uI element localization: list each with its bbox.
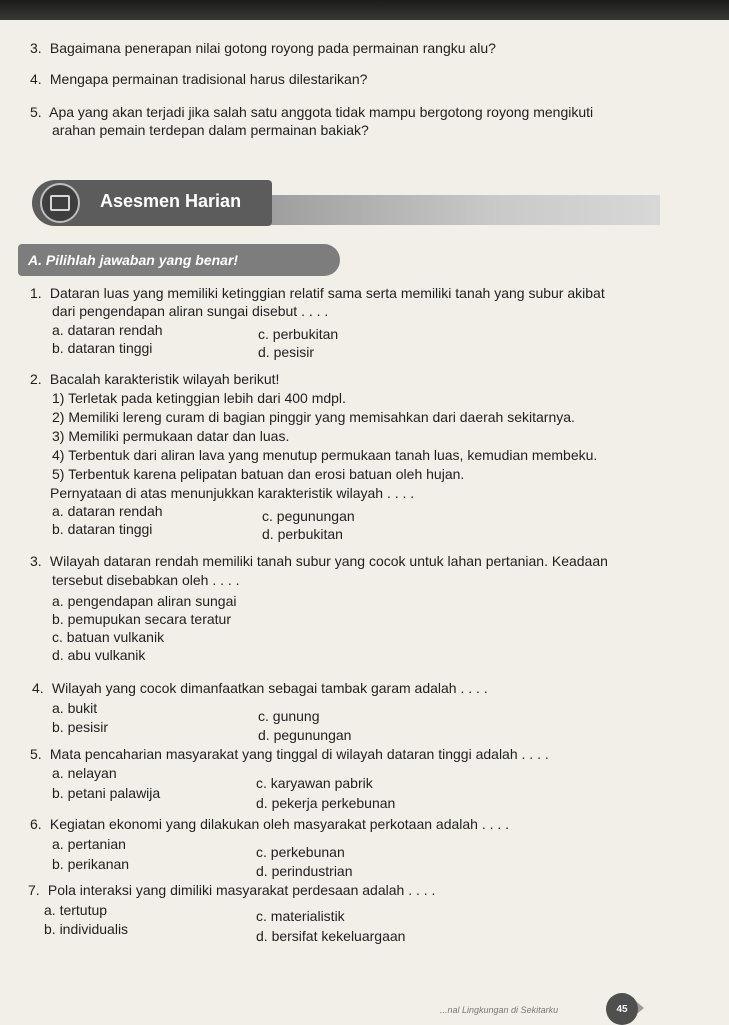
q3-option-c[interactable]: c. batuan vulkanik — [52, 629, 165, 645]
q6-option-b[interactable]: b. perikanan — [52, 856, 130, 872]
q2-option-c[interactable]: c. pegunungan — [262, 508, 355, 524]
q6-option-a[interactable]: a. pertanian — [52, 836, 126, 852]
q3-option-d[interactable]: d. abu vulkanik — [52, 647, 146, 663]
question-5: 5. Mata pencaharian masyarakat yang tinggal di wilayah dataran tinggi adalah . . . . — [30, 746, 549, 762]
q2-item-5: 5) Terbentuk karena pelipatan batuan dan erosi batuan oleh hujan. — [52, 466, 465, 482]
footer-chapter-title: ...nal Lingkungan di Sekitarku — [440, 1005, 559, 1015]
q7-option-d[interactable]: d. bersifat kekeluargaan — [256, 928, 406, 944]
q7-option-b[interactable]: b. individualis — [44, 921, 129, 937]
page-number: 45 — [606, 993, 638, 1025]
q3-option-b[interactable]: b. pemupukan secara teratur — [52, 611, 231, 627]
q1-option-b[interactable]: b. dataran tinggi — [52, 340, 153, 356]
question-1-cont: dari pengendapan aliran sungai disebut . . . . — [52, 303, 329, 319]
prev-question-4: 4. Mengapa permainan tradisional harus dilestarikan? — [30, 71, 368, 87]
banner-strip — [250, 195, 660, 225]
prev-question-5-cont: arahan pemain terdepan dalam permainan bakiak? — [52, 122, 369, 138]
q6-option-c[interactable]: c. perkebunan — [256, 844, 345, 860]
banner-title: Asesmen Harian — [100, 191, 242, 211]
q2-option-d[interactable]: d. perbukitan — [262, 526, 343, 542]
q4-option-b[interactable]: b. pesisir — [52, 719, 109, 735]
prev-question-5: 5. Apa yang akan terjadi jika salah satu anggota tidak mampu bergotong royong mengikuti — [30, 104, 594, 120]
q5-option-a[interactable]: a. nelayan — [52, 765, 117, 781]
question-7: 7. Pola interaksi yang dimiliki masyarakat perdesaan adalah . . . . — [28, 882, 436, 898]
q5-option-b[interactable]: b. petani palawija — [52, 785, 161, 801]
q2-statement: Pernyataan di atas menunjukkan karakteristik wilayah . . . . — [50, 485, 415, 501]
question-1: 1. Dataran luas yang memiliki ketinggian relatif sama serta memiliki tanah yang subur akibat — [30, 285, 605, 301]
q2-item-4: 4) Terbentuk dari aliran lava yang menutup permukaan tanah luas, kemudian membeku. — [52, 447, 598, 463]
q4-option-d[interactable]: d. pegunungan — [258, 727, 352, 743]
question-4: 4. Wilayah yang cocok dimanfaatkan sebagai tambak garam adalah . . . . — [32, 680, 488, 696]
q1-option-d[interactable]: d. pesisir — [258, 344, 315, 360]
q2-option-b[interactable]: b. dataran tinggi — [52, 521, 153, 537]
q1-option-c[interactable]: c. perbukitan — [258, 326, 339, 342]
q2-item-1: 1) Terletak pada ketinggian lebih dari 400 mdpl. — [52, 390, 346, 406]
book-icon — [40, 183, 80, 223]
q1-option-a[interactable]: a. dataran rendah — [52, 322, 163, 338]
question-3: 3. Wilayah dataran rendah memiliki tanah subur yang cocok untuk lahan pertanian. Keadaan — [30, 553, 608, 569]
q2-option-a[interactable]: a. dataran rendah — [52, 503, 163, 519]
q7-option-a[interactable]: a. tertutup — [44, 902, 108, 918]
section-label: A. Pilihlah jawaban yang benar! — [28, 252, 239, 268]
q3-option-a[interactable]: a. pengendapan aliran sungai — [52, 593, 237, 609]
q4-option-a[interactable]: a. bukit — [52, 700, 98, 716]
q7-option-c[interactable]: c. materialistik — [256, 908, 345, 924]
q4-option-c[interactable]: c. gunung — [258, 708, 320, 724]
question-6: 6. Kegiatan ekonomi yang dilakukan oleh masyarakat perkotaan adalah . . . . — [30, 816, 510, 832]
prev-question-3: 3. Bagaimana penerapan nilai gotong royong pada permainan rangku alu? — [30, 40, 496, 56]
question-2: 2. Bacalah karakteristik wilayah berikut! — [30, 371, 280, 387]
q6-option-d[interactable]: d. perindustrian — [256, 863, 353, 879]
question-3-cont: tersebut disebabkan oleh . . . . — [52, 572, 240, 588]
q2-item-3: 3) Memiliki permukaan datar dan luas. — [52, 428, 290, 444]
q5-option-d[interactable]: d. pekerja perkebunan — [256, 795, 396, 811]
q5-option-c[interactable]: c. karyawan pabrik — [256, 775, 373, 791]
q2-item-2: 2) Memiliki lereng curam di bagian pinggir yang memisahkan dari daerah sekitarnya. — [52, 409, 575, 425]
